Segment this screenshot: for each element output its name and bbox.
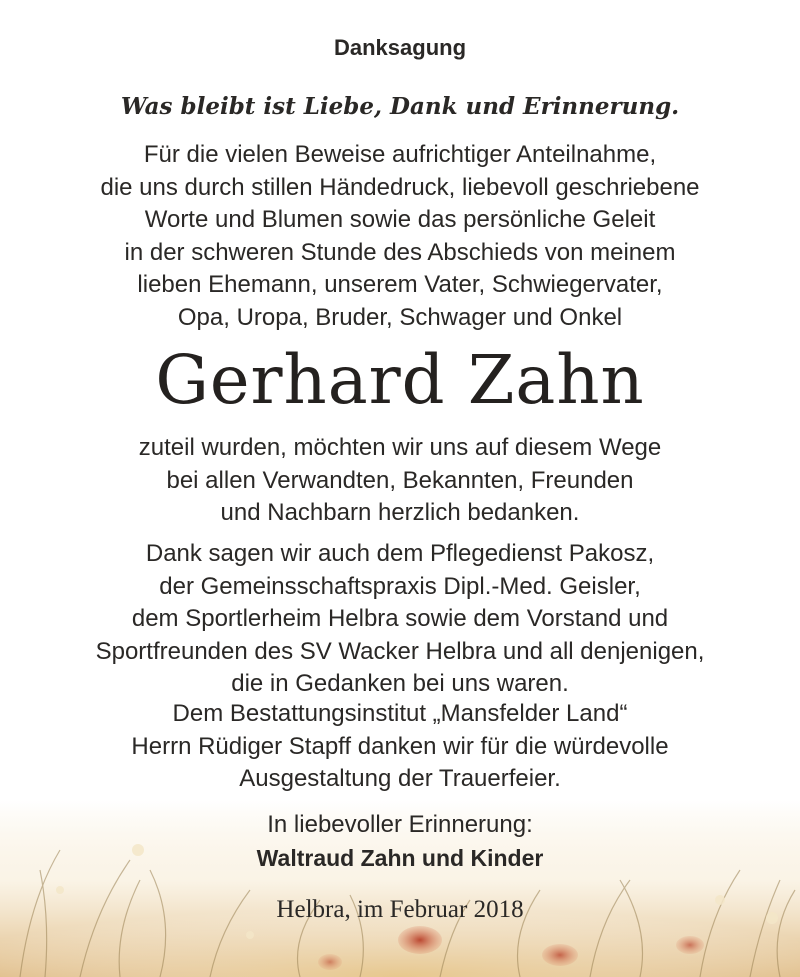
place-date: Helbra, im Februar 2018 bbox=[276, 896, 524, 923]
care-line: dem Sportlerheim Helbra sowie dem Vorstand und bbox=[131, 605, 669, 633]
signature: Waltraud Zahn und Kinder bbox=[256, 845, 544, 871]
intro-line: Für die vielen Beweise aufrichtiger Anteilnahme, bbox=[143, 141, 657, 168]
care-line: die in Gedanken bei uns waren. bbox=[231, 670, 569, 698]
intro-line: Opa, Uropa, Bruder, Schwager und Onkel bbox=[177, 303, 623, 331]
deceased-name: Gerhard Zahn bbox=[155, 341, 645, 419]
thanks-line: zuteil wurden, möchten wir uns auf diesem Wege bbox=[138, 434, 662, 461]
intro-paragraph bbox=[0, 139, 800, 335]
care-thanks-paragraph bbox=[0, 538, 800, 701]
care-line: Sportfreunden des SV Wacker Helbra und all denjenigen, bbox=[95, 637, 705, 665]
intro-line: die uns durch stillen Händedruck, liebevoll geschriebene bbox=[100, 173, 700, 201]
intro-line: in der schweren Stunde des Abschieds von meinem bbox=[124, 238, 676, 266]
intro-line: Worte und Blumen sowie das persönliche Geleit bbox=[144, 206, 656, 234]
funeral-thanks-paragraph bbox=[0, 698, 800, 796]
thanks-line: bei allen Verwandten, Bekannten, Freunden bbox=[166, 466, 634, 494]
signature-intro: In liebevoller Erinnerung: bbox=[267, 811, 533, 838]
funeral-line: Herrn Rüdiger Stapff danken wir für die würdevolle bbox=[131, 732, 669, 760]
heading: Danksagung bbox=[333, 35, 467, 60]
care-line: der Gemeinsschaftspraxis Dipl.-Med. Geisler, bbox=[159, 572, 641, 600]
thanks-line: und Nachbarn herzlich bedanken. bbox=[220, 499, 580, 527]
funeral-line: Dem Bestattungsinstitut „Mansfelder Land“ bbox=[172, 700, 628, 727]
intro-line: lieben Ehemann, unserem Vater, Schwiegervater, bbox=[137, 271, 663, 299]
motto: Was bleibt ist Liebe, Dank und Erinnerung. bbox=[120, 93, 680, 120]
thanks-paragraph bbox=[0, 432, 800, 530]
funeral-line: Ausgestaltung der Trauerfeier. bbox=[239, 765, 561, 793]
care-line: Dank sagen wir auch dem Pflegedienst Pakosz, bbox=[145, 540, 655, 567]
